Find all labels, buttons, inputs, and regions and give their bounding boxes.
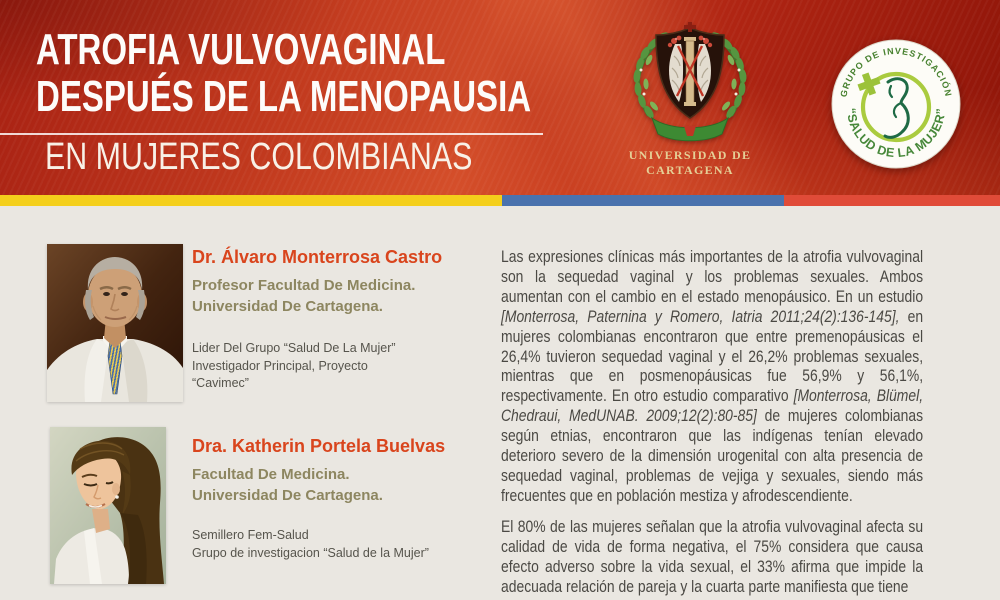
article-paragraph: El 80% de las mujeres señalan que la atrofia vulvovaginal afecta su calidad de vida de forma negativa, el 75% considera que causa efecto adverso sobre la vida sexual, el 33% afirma que impide la adecuada relación de pareja y la cuarta parte manifiesta que tiene: [501, 516, 924, 596]
university-name-line-2: CARTAGENA: [646, 163, 734, 177]
author-block-monterrosa: [192, 247, 492, 393]
author-detail-line: Investigador Principal, Proyecto: [192, 358, 368, 373]
title-line-1: ATROFIA VULVOVAGINAL: [36, 25, 446, 74]
salud-de-la-mujer-badge-icon: [830, 38, 962, 170]
header-banner: [0, 0, 1000, 195]
author-details: [192, 340, 492, 393]
flag-blue-segment: [502, 195, 784, 206]
article-text-column: [501, 247, 923, 600]
author-details: [192, 527, 492, 562]
author-name: Dr. Álvaro Monterrosa Castro: [192, 247, 443, 267]
older-man-portrait-image: [47, 244, 183, 402]
page-subtitle: EN MUJERES COLOMBIANAS: [45, 136, 473, 178]
author-detail-line: Lider Del Grupo “Salud De La Mujer”: [192, 341, 396, 355]
author-photo-monterrosa: [47, 244, 183, 402]
flag-yellow-segment: [0, 195, 502, 206]
university-logo: [618, 18, 762, 178]
author-detail-line: Grupo de investigacion “Salud de la Mujer”: [192, 545, 429, 560]
badge-arc-top-text: GRUPO DE INVESTIGACIÓN: [838, 45, 954, 98]
university-crest-icon: [618, 18, 762, 142]
author-photo-portela: [50, 427, 166, 584]
badge-arc-bottom-text: “SALUD DE LA MUJER”: [843, 107, 949, 161]
author-detail-line: “Cavimec”: [192, 376, 249, 390]
author-detail-line: Semillero Fem-Salud: [192, 528, 309, 542]
author-role-line: Facultad De Medicina.: [192, 466, 350, 483]
research-group-logo: [830, 38, 962, 170]
flag-red-segment: [784, 195, 1000, 206]
university-name-line-1: UNIVERSIDAD DE: [628, 148, 752, 162]
title-line-2: DESPUÉS DE LA MENOPAUSIA: [36, 72, 532, 121]
author-name: Dra. Katherin Portela Buelvas: [192, 436, 446, 456]
author-block-portela: [192, 436, 492, 562]
young-woman-portrait-image: [50, 427, 166, 584]
author-role-line: Universidad De Cartagena.: [192, 487, 383, 504]
author-role-line: Profesor Facultad De Medicina.: [192, 277, 416, 294]
university-name: [618, 148, 762, 178]
author-role-line: Universidad De Cartagena.: [192, 298, 383, 315]
title-divider: [0, 133, 543, 135]
flag-stripe: [0, 195, 1000, 206]
article-paragraph: Las expresiones clínicas más importantes de la atrofia vulvovaginal son la sequedad vaginal y los problemas sexuales. Ambos aumentan con el cambio en el estado menopáusico. En un estudio [Monterrosa, Paternina y Romero, Iatria 2011;24(2):136-145], en mujeres colombianas encontraron que entre premenopáusicas el 26,4% tuvieron sequedad vaginal y el 26,2% problemas sexuales, mientras que en posmenopáusicas fue 56,9% y 56,1%, respectivamente. En otro estudio comparativo [Monterrosa, Blümel, Chedraui, MedUNAB. 2009;12(2):80-85] de mujeres colombianas según etnias, encontraron que las indígenas tenían elevado deterioro severo de la dimensión urogenital con alta presencia de sequedad vaginal, problemas de vejiga y sexuales, siendo más frecuentes que en población mestiza y afrodescendiente.: [501, 247, 924, 505]
page-title: [36, 26, 696, 120]
